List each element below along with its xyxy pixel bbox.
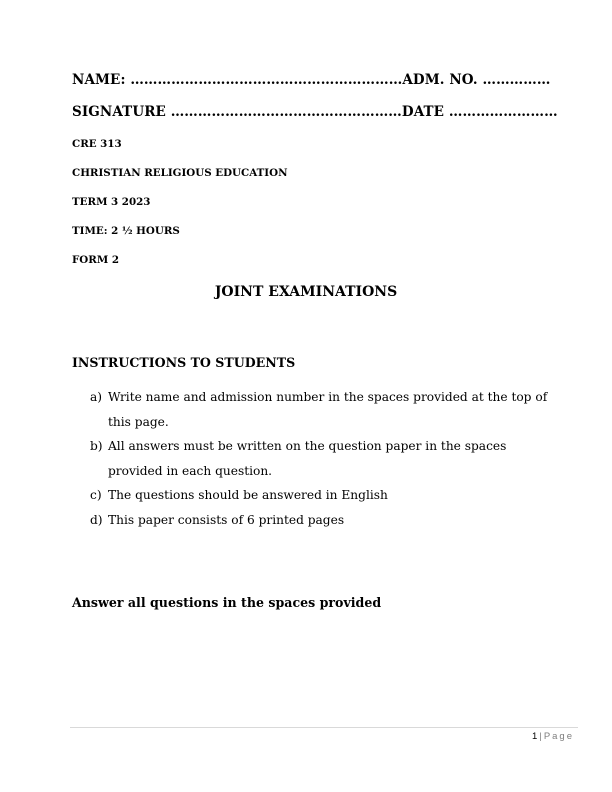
term: TERM 3 2023	[72, 196, 151, 208]
instruction-marker: a)	[90, 390, 103, 404]
footer-separator: |	[539, 731, 542, 742]
subject-code: CRE 313	[72, 138, 122, 150]
instruction-marker: c)	[90, 488, 102, 502]
instruction-item	[90, 483, 570, 508]
page-footer	[532, 731, 574, 742]
instruction-item	[90, 385, 570, 434]
form-level: FORM 2	[72, 254, 119, 266]
instruction-text-continued: provided in each question.	[108, 463, 273, 478]
answer-instruction: Answer all questions in the spaces provided	[72, 595, 382, 610]
instruction-marker: b)	[90, 439, 103, 453]
instruction-marker: d)	[90, 512, 103, 527]
subject-name: CHRISTIAN RELIGIOUS EDUCATION	[72, 167, 288, 179]
name-line: NAME: ……………………………………………………ADM. NO. ……………	[72, 72, 551, 88]
instructions-heading: INSTRUCTIONS TO STUDENTS	[72, 355, 296, 370]
instruction-text: All answers must be written on the question paper in the spaces	[108, 439, 507, 453]
instruction-text: The questions should be answered in English	[108, 488, 388, 502]
instruction-text: This paper consists of 6 printed pages	[108, 512, 345, 527]
instruction-item	[90, 508, 570, 533]
instruction-item	[90, 434, 570, 483]
signature-line: SIGNATURE ……………………………………………DATE ……………………	[72, 104, 558, 120]
instruction-text-continued: this page.	[108, 414, 169, 429]
page-number: 1	[532, 731, 538, 742]
footer-divider	[70, 727, 578, 728]
page-label: Page	[543, 731, 574, 742]
instruction-text: Write name and admission number in the spaces provided at the top of	[108, 390, 548, 404]
instructions-list	[90, 385, 570, 532]
time-allowed: TIME: 2 ½ HOURS	[72, 225, 180, 237]
exam-title: JOINT EXAMINATIONS	[214, 284, 398, 300]
